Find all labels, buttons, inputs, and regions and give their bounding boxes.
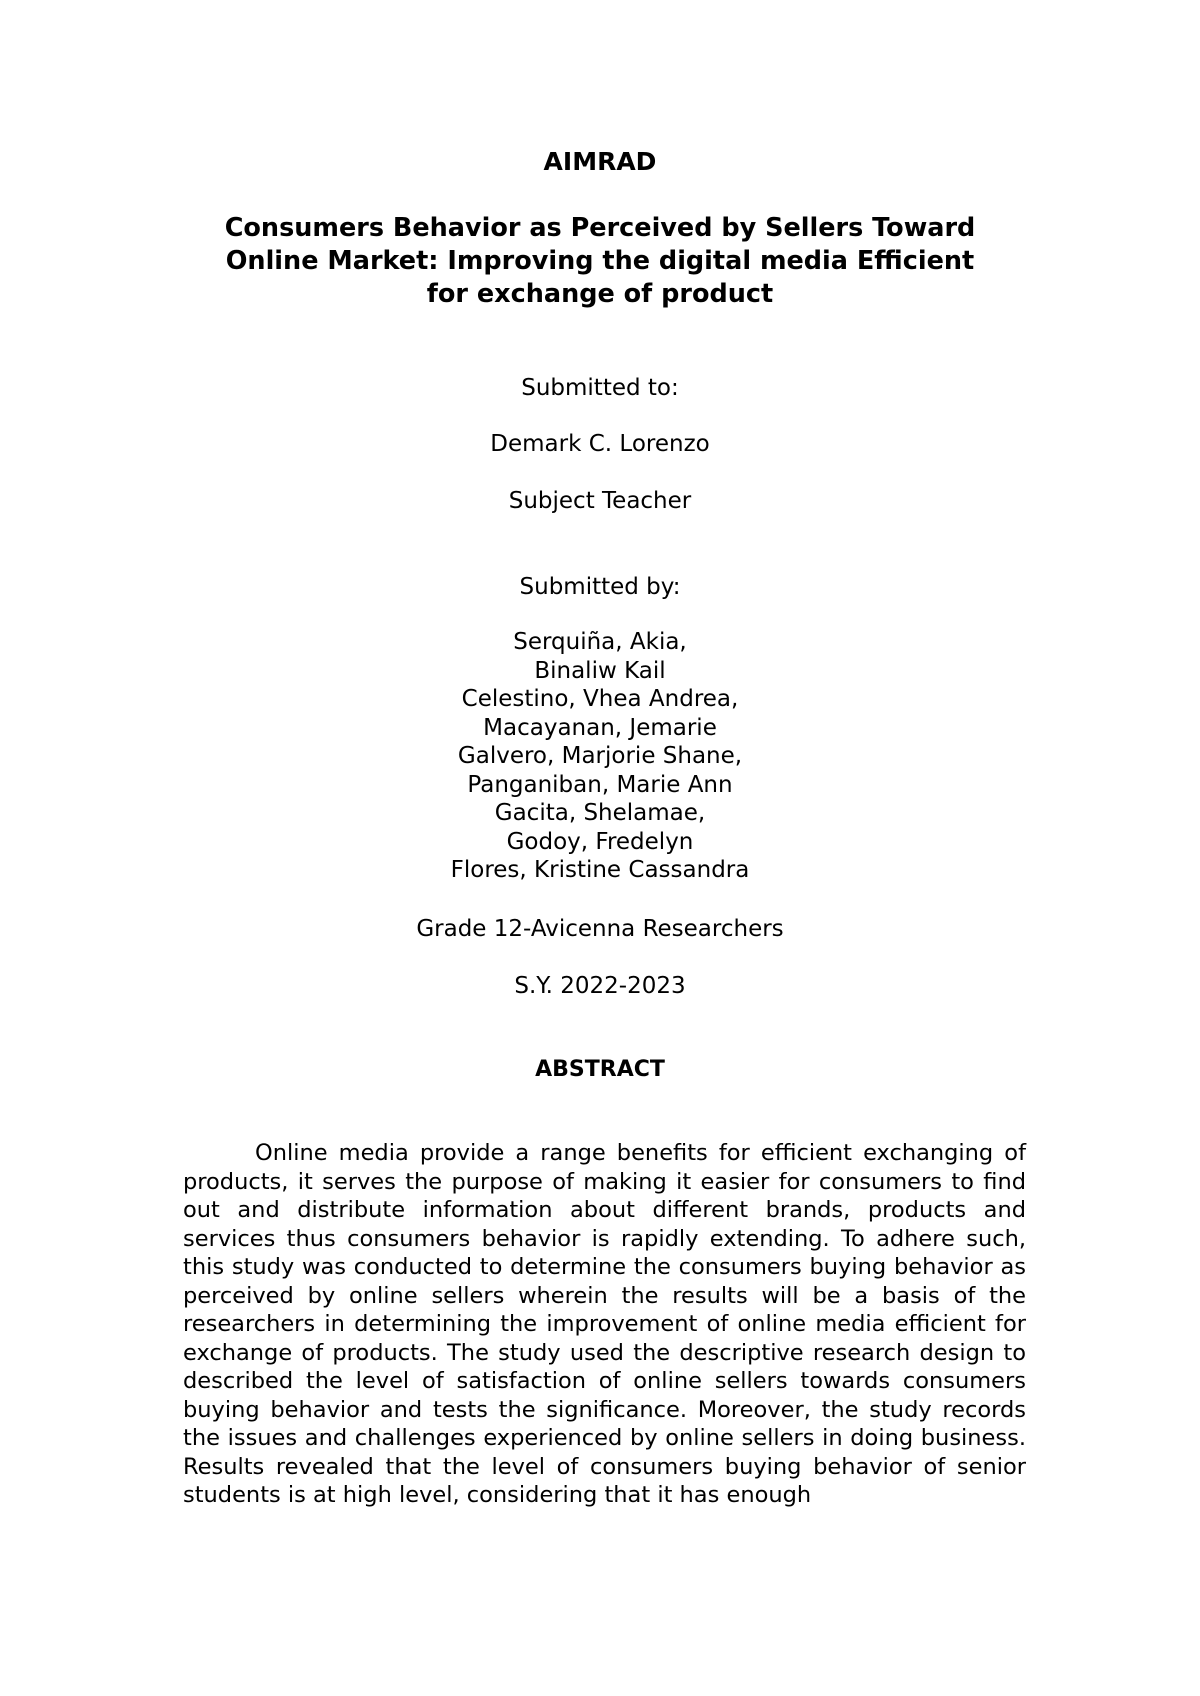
paper-title: [0, 212, 1200, 311]
author-name: Serquiña, Akia,: [513, 629, 687, 655]
author-name: Panganiban, Marie Ann: [467, 771, 733, 798]
title-line: for exchange of product: [426, 279, 774, 309]
author-name: Celestino, Vhea Andrea,: [461, 686, 739, 712]
author-name: Godoy, Fredelyn: [506, 828, 694, 855]
author-name: Gacita, Shelamae,: [494, 800, 706, 826]
abstract-text: Online media provide a range benefits for efficient exchanging of products, it serves the purpose of making it easier for consumers to find out and distribute information about different brands, products and services thus consumers behavior is rapidly extending. To adhere such, this study was conducted to determine the consumers buying behavior as perceived by online sellers wherein the results will be a basis of the researchers in determining the improvement of online media efficient for exchange of products. The study used the descriptive research design to described the level of satisfaction of online sellers towards consumers buying behavior and tests the significance. Moreover, the study records the issues and challenges experienced by online sellers in doing business. Results revealed that the level of consumers buying behavior of senior students is at high level, considering that it has enough: [183, 1140, 1026, 1508]
title-line: Consumers Behavior as Perceived by Sellers Toward: [224, 213, 976, 243]
teacher-name: Demark C. Lorenzo: [490, 431, 710, 457]
author-name: Flores, Kristine Cassandra: [450, 857, 750, 883]
document-label: AIMRAD: [543, 147, 657, 176]
title-line: Online Market: Improving the digital media Efficient: [225, 246, 975, 276]
abstract-heading: ABSTRACT: [535, 1057, 665, 1082]
author-name: Macayanan, Jemarie: [483, 714, 717, 741]
teacher-role: Subject Teacher: [508, 488, 692, 514]
author-name: Binaliw Kail: [534, 657, 666, 684]
school-year: S.Y. 2022-2023: [514, 973, 686, 999]
author-list: [0, 628, 1200, 885]
submitted-to-label: Submitted to:: [521, 375, 679, 401]
author-name: Galvero, Marjorie Shane,: [457, 743, 743, 769]
submitted-by-label: Submitted by:: [519, 574, 681, 600]
group-name: Grade 12-Avicenna Researchers: [416, 916, 784, 942]
